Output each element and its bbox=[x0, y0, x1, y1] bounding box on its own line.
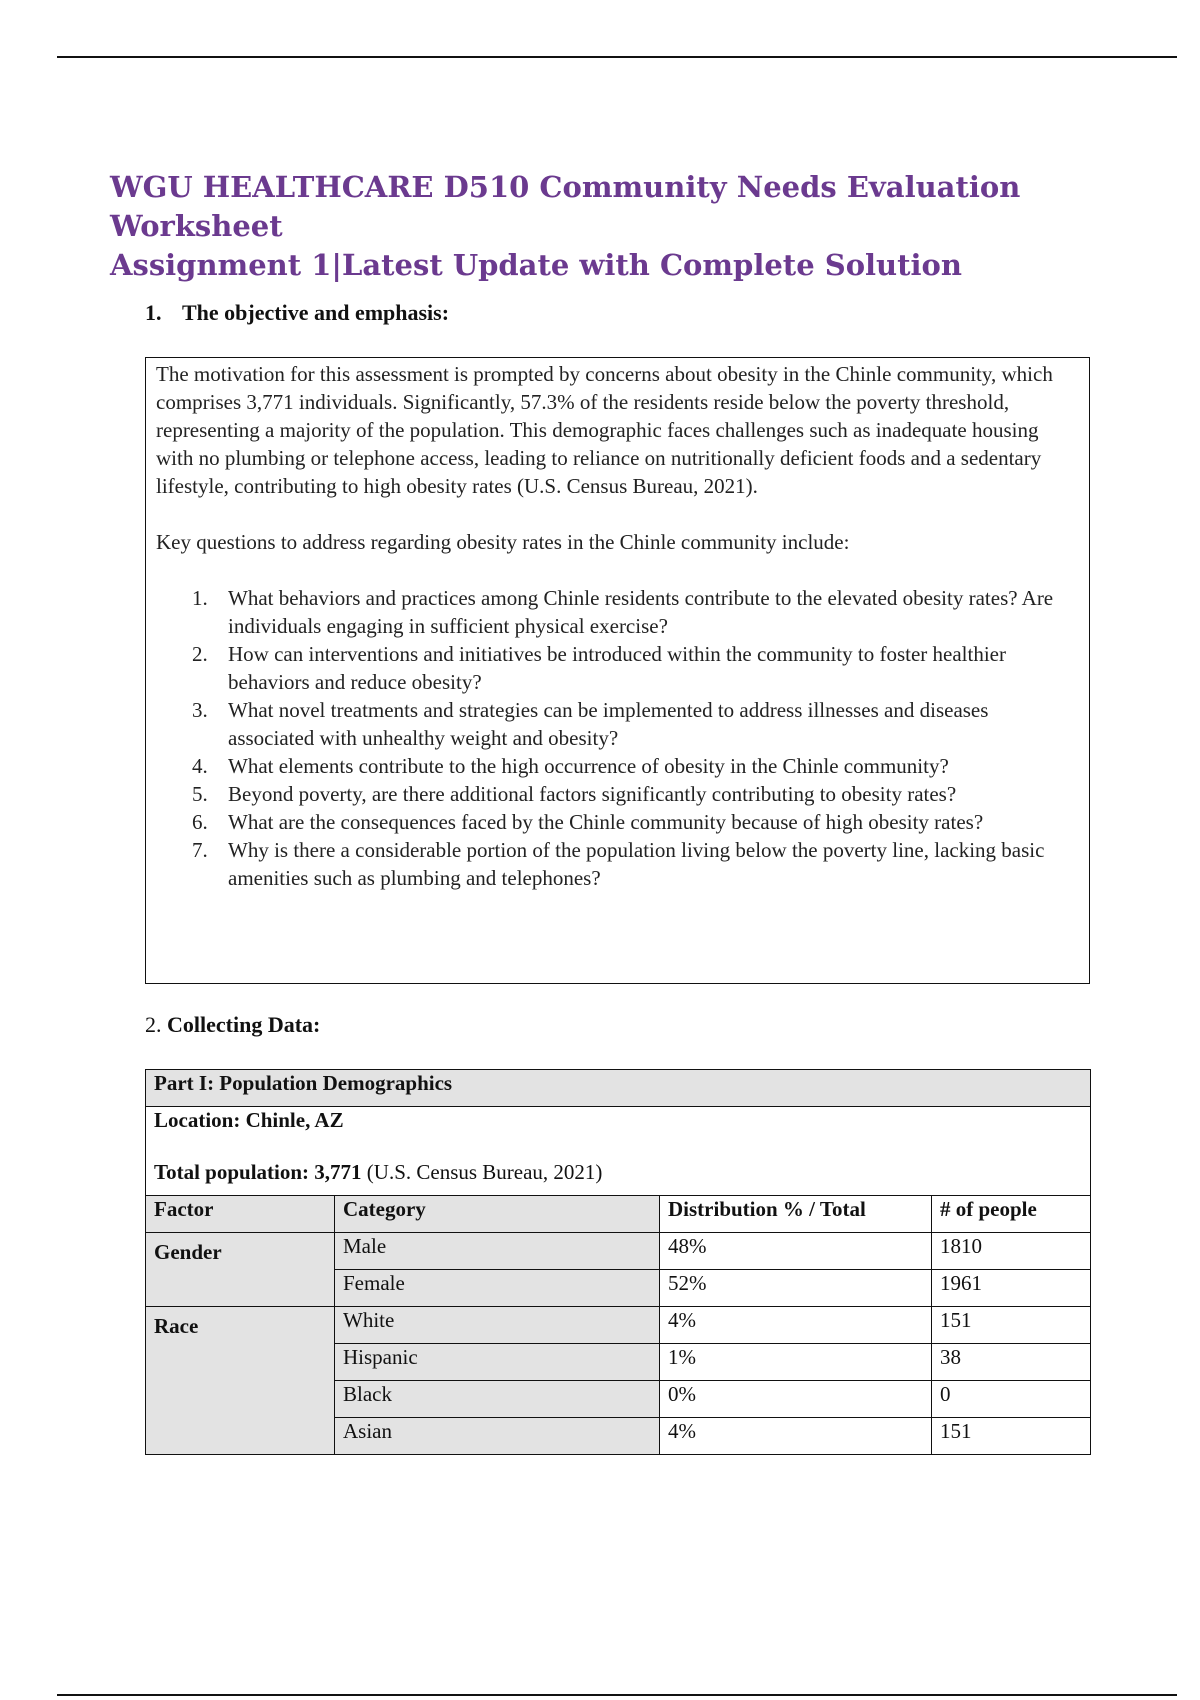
section1-heading bbox=[145, 299, 449, 327]
question-number: 5. bbox=[192, 782, 208, 806]
objective-text-box bbox=[145, 357, 1090, 984]
question-number: 6. bbox=[192, 810, 208, 834]
people-cell: 1961 bbox=[932, 1270, 1091, 1307]
table-header-row bbox=[146, 1196, 1091, 1233]
total-population-label: Total population: 3,771 bbox=[154, 1160, 362, 1184]
people-cell: 151 bbox=[932, 1307, 1091, 1344]
column-header-category: Category bbox=[335, 1196, 660, 1233]
column-header-factor: Factor bbox=[146, 1196, 335, 1233]
location-cell bbox=[146, 1107, 1091, 1196]
people-cell: 1810 bbox=[932, 1233, 1091, 1270]
table-row bbox=[146, 1070, 1091, 1107]
column-header-distribution: Distribution % / Total bbox=[660, 1196, 932, 1233]
section1-heading-text: The objective and emphasis: bbox=[182, 300, 450, 325]
section2-heading bbox=[145, 1011, 320, 1039]
column-header-people: # of people bbox=[932, 1196, 1091, 1233]
category-cell: Male bbox=[335, 1233, 660, 1270]
distribution-cell: 48% bbox=[660, 1233, 932, 1270]
table-row bbox=[146, 1307, 1091, 1344]
list-item bbox=[156, 696, 1075, 752]
question-number: 4. bbox=[192, 754, 208, 778]
category-cell: Asian bbox=[335, 1418, 660, 1455]
people-cell: 38 bbox=[932, 1344, 1091, 1381]
section1-number: 1. bbox=[145, 300, 162, 325]
category-cell: Hispanic bbox=[335, 1344, 660, 1381]
category-cell: Black bbox=[335, 1381, 660, 1418]
questions-list bbox=[156, 584, 1075, 892]
list-item bbox=[156, 752, 1075, 780]
question-text: What are the consequences faced by the Chinle community because of high obesity rates? bbox=[228, 810, 984, 834]
question-number: 3. bbox=[192, 698, 208, 722]
section2-number: 2. bbox=[145, 1012, 162, 1037]
people-cell: 151 bbox=[932, 1418, 1091, 1455]
bottom-rule bbox=[57, 1694, 1177, 1696]
total-population-source: (U.S. Census Bureau, 2021) bbox=[366, 1160, 603, 1184]
table-row bbox=[146, 1233, 1091, 1270]
question-text: How can interventions and initiatives be introduced within the community to foster healthier behaviors and reduce obesity? bbox=[228, 642, 1006, 694]
question-text: What elements contribute to the high occurrence of obesity in the Chinle community? bbox=[228, 754, 949, 778]
list-item bbox=[156, 584, 1075, 640]
list-item bbox=[156, 780, 1075, 808]
question-text: Beyond poverty, are there additional factors significantly contributing to obesity rates? bbox=[228, 782, 957, 806]
question-number: 7. bbox=[192, 838, 208, 862]
questions-intro: Key questions to address regarding obesity rates in the Chinle community include: bbox=[156, 530, 850, 554]
part-title: Part I: Population Demographics bbox=[146, 1070, 1091, 1107]
list-item bbox=[156, 808, 1075, 836]
section2-heading-text: Collecting Data: bbox=[167, 1012, 321, 1037]
question-text: What novel treatments and strategies can be implemented to address illnesses and diseases associated with unhealthy weight and obesity? bbox=[228, 698, 989, 750]
objective-paragraph: The motivation for this assessment is prompted by concerns about obesity in the Chinle community, which comprises 3,771 individuals. Significantly, 57.3% of the residents reside below the poverty threshold, representing a majority of the population. This demographic faces challenges such as inadequate housing with no plumbing or telephone access, leading to reliance on nutritionally deficient foods and a sedentary lifestyle, contributing to high obesity rates (U.S. Census Bureau, 2021). bbox=[156, 362, 1053, 498]
category-cell: Female bbox=[335, 1270, 660, 1307]
table-row bbox=[146, 1107, 1091, 1196]
list-item bbox=[156, 640, 1075, 696]
demographics-table bbox=[145, 1069, 1091, 1455]
distribution-cell: 0% bbox=[660, 1381, 932, 1418]
location-label: Location: Chinle, AZ bbox=[154, 1108, 344, 1132]
document-title-line2: Assignment 1|Latest Update with Complete Solution bbox=[110, 248, 962, 282]
factor-gender: Gender bbox=[146, 1233, 335, 1307]
distribution-cell: 4% bbox=[660, 1307, 932, 1344]
question-text: Why is there a considerable portion of the population living below the poverty line, lacking basic amenities such as plumbing and telephones? bbox=[228, 838, 1045, 890]
distribution-cell: 4% bbox=[660, 1418, 932, 1455]
list-item bbox=[156, 836, 1075, 892]
people-cell: 0 bbox=[932, 1381, 1091, 1418]
distribution-cell: 52% bbox=[660, 1270, 932, 1307]
category-cell: White bbox=[335, 1307, 660, 1344]
document-title-line1: WGU HEALTHCARE D510 Community Needs Evaluation Worksheet bbox=[110, 170, 1021, 243]
question-text: What behaviors and practices among Chinle residents contribute to the elevated obesity rates? Are individuals engaging in sufficient physical exercise? bbox=[228, 586, 1054, 638]
distribution-cell: 1% bbox=[660, 1344, 932, 1381]
top-rule bbox=[57, 56, 1177, 58]
question-number: 2. bbox=[192, 642, 208, 666]
question-number: 1. bbox=[192, 586, 208, 610]
document-title bbox=[110, 168, 1110, 285]
factor-race: Race bbox=[146, 1307, 335, 1455]
